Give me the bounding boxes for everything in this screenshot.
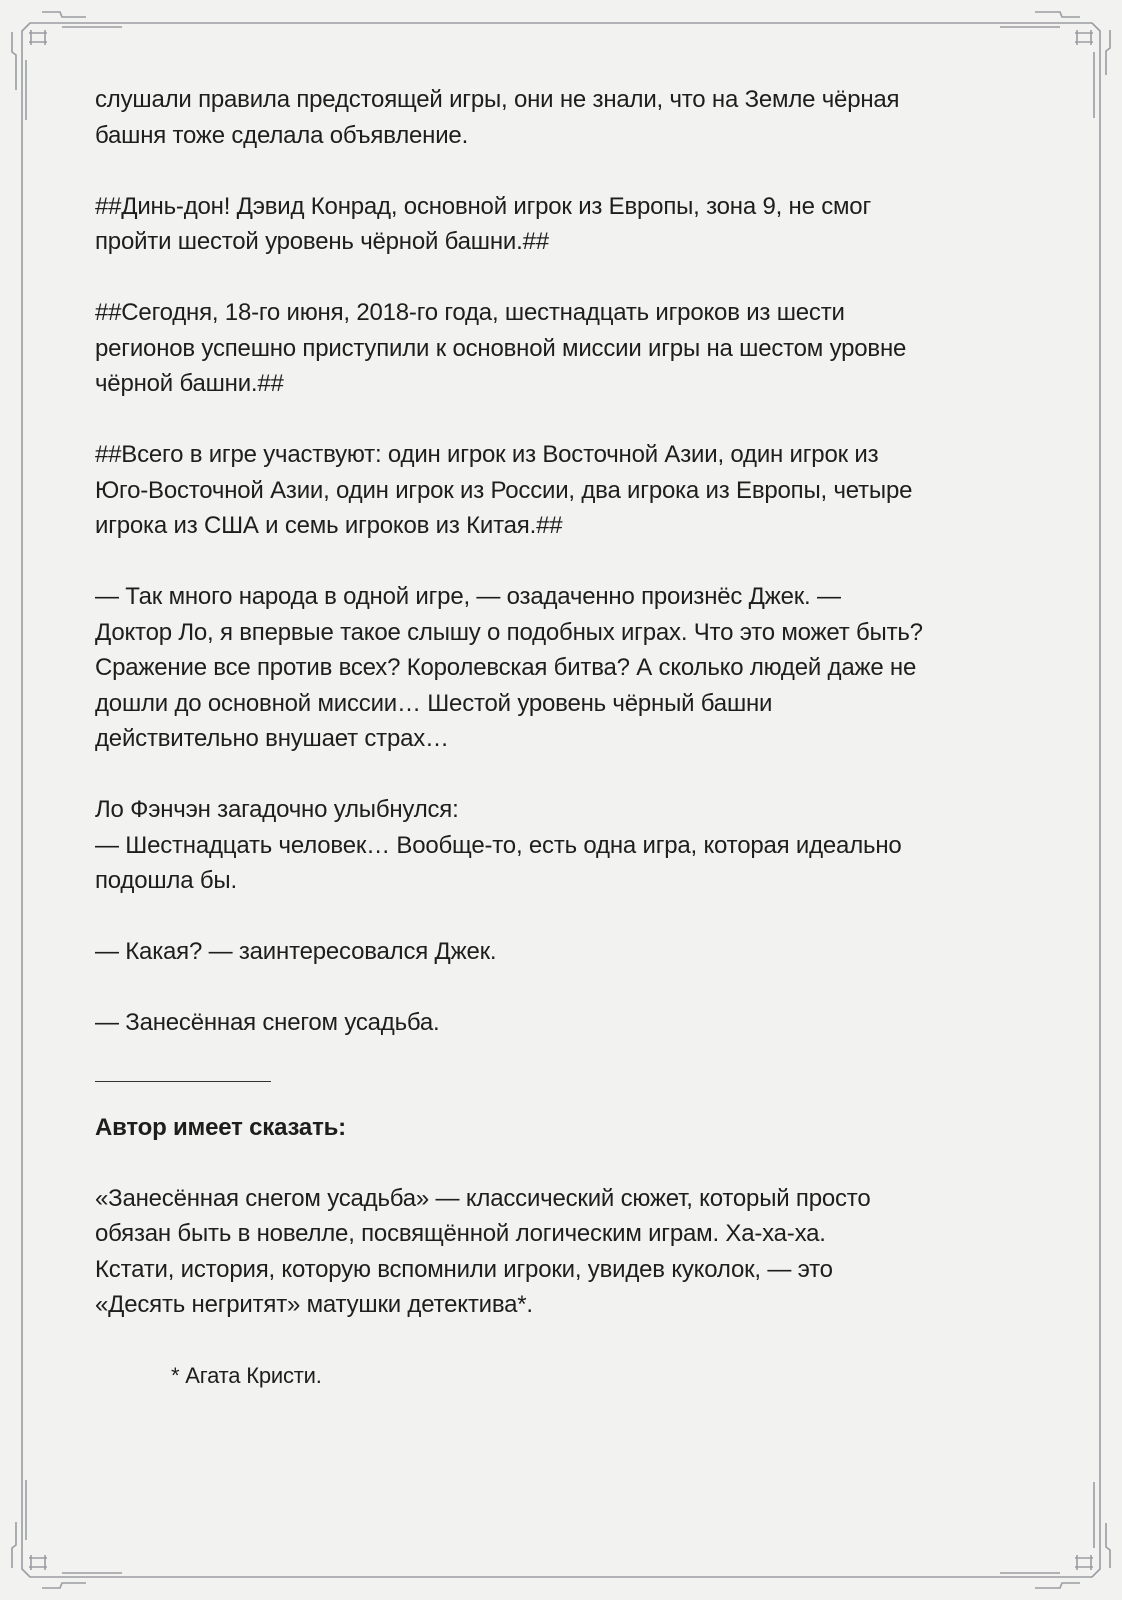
corner-ornament-bottom-right (1000, 1482, 1110, 1588)
paragraph (95, 295, 1035, 402)
text-line: «Десять негритят» матушки детектива*. (95, 1291, 533, 1318)
paragraph (95, 189, 1035, 260)
paragraph (95, 82, 1035, 153)
text-line: подошла бы. (95, 867, 237, 894)
text-line: пройти шестой уровень чёрной башни.## (95, 228, 549, 255)
separator-rule (95, 1081, 271, 1082)
text-line: башня тоже сделала объявление. (95, 121, 469, 149)
text-line: Юго-Восточной Азии, один игрок из России, два игрока из Европы, четыре (95, 476, 913, 504)
corner-ornament-bottom-left (12, 1480, 122, 1588)
text-line: — Занесённая снегом усадьба. (95, 1009, 440, 1036)
text-line: «Занесённая снегом усадьба» — классический сюжет, который просто (95, 1184, 871, 1212)
text-line: игрока из США и семь игроков из Китая.## (95, 512, 563, 539)
text-line: — Какая? — заинтересовался Джек. (95, 938, 497, 965)
author-note-paragraph (95, 1181, 1035, 1323)
footnote: * Агата Кристи. (171, 1363, 322, 1388)
text-line: — Шестнадцать человек… Вообще-то, есть одна игра, которая идеально (95, 831, 902, 859)
text-line: слушали правила предстоящей игры, они не знали, что на Земле чёрная (95, 86, 900, 113)
text-line: Кстати, история, которую вспомнили игроки, увидев куколок, — это (95, 1255, 833, 1283)
paragraph (95, 792, 1035, 899)
text-line: чёрной башни.## (95, 370, 284, 397)
text-line: Доктор Ло, я впервые такое слышу о подобных играх. Что это может быть? (95, 618, 923, 646)
paragraph (95, 437, 1035, 544)
text-line: Сражение все против всех? Королевская битва? А сколько людей даже не (95, 654, 917, 681)
paragraph (95, 934, 1035, 970)
paragraph (95, 1005, 1035, 1041)
paragraph (95, 579, 1035, 757)
text-line: ##Всего в игре участвуют: один игрок из Восточной Азии, один игрок из (95, 441, 879, 468)
text-line: действительно внушает страх… (95, 725, 449, 752)
author-note-heading: Автор имеет сказать: (95, 1113, 346, 1141)
text-line: обязан быть в новелле, посвящённой логическим играм. Ха-ха-ха. (95, 1220, 826, 1247)
text-line: ##Сегодня, 18-го июня, 2018-го года, шестнадцать игроков из шести (95, 299, 845, 326)
text-line: регионов успешно приступили к основной миссии игры на шестом уровне (95, 334, 907, 362)
text-line: — Так много народа в одной игре, — озадаченно произнёс Джек. — (95, 583, 841, 610)
document-body (95, 82, 1035, 1394)
text-line: дошли до основной миссии… Шестой уровень чёрный башни (95, 689, 773, 717)
text-line: Ло Фэнчэн загадочно улыбнулся: (95, 796, 459, 823)
text-line: ##Динь-дон! Дэвид Конрад, основной игрок из Европы, зона 9, не смог (95, 192, 872, 220)
